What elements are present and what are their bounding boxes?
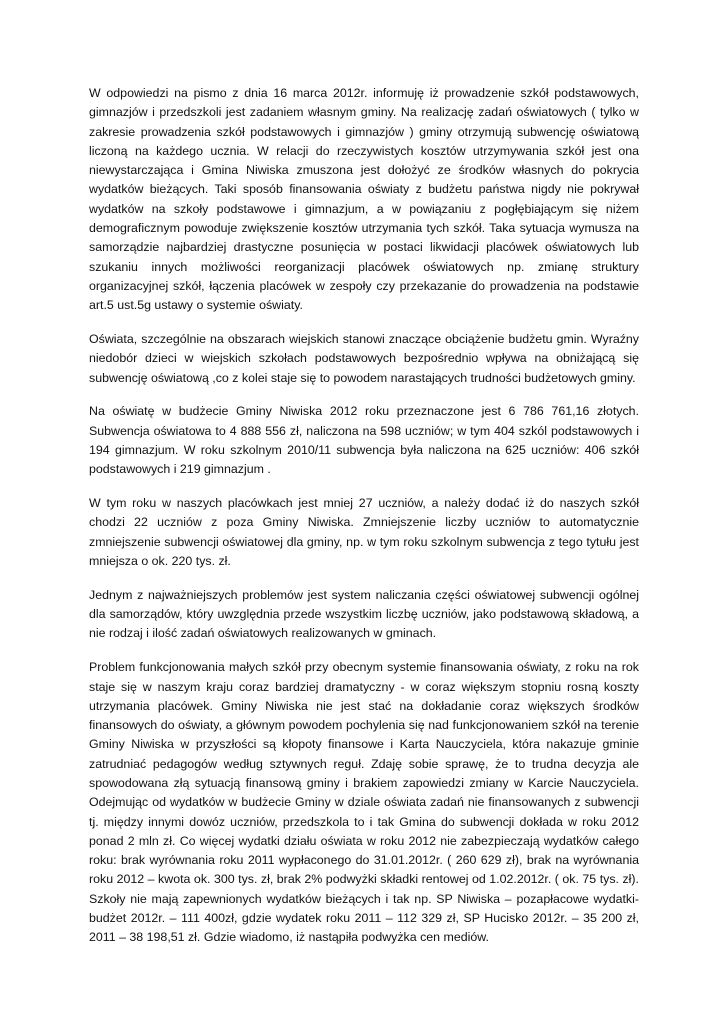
paragraph-student-decline: W tym roku w naszych placówkach jest mniej 27 uczniów, a należy dodać iż do naszych szkół chodzi 22 uczniów z poza Gminy Niwiska. Zmniejszenie liczby uczniów to automatycznie zmniejszenie subwencji oświatowej dla gminy, np. w tym roku szkolnym subwencja z tego tytułu jest mniejsza o ok. 220 tys. zł. <box>89 496 639 569</box>
paragraph-school-tasks: W odpowiedzi na pismo z dnia 16 marca 2012r. informuję iż prowadzenie szkół podstawowych, gimnazjów i przedszkoli jest zadaniem własnym gminy. Na realizację zadań oświatowych ( tylko w zakresie prowadzenia szkół podstawowych i gimnazjów ) gminy otrzymują subwencję oświatową liczoną na każdego ucznia. W relacji do rzeczywistych kosztów utrzymywania szkół jest ona niewystarczająca i Gmina Niwiska zmuszona jest dołożyć ze środków własnych do pokrycia wydatków bieżących. Taki sposób finansowania oświaty z budżetu państwa nigdy nie pokrywał wydatków na szkoły podstawowe i gimnazjum, a w powiązaniu z pogłębiającym się niżem demograficznym powoduje zwiększenie kosztów utrzymania tych szkół. Taka sytuacja wymusza na samorządzie najbardziej drastyczne posunięcia w postaci likwidacji placówek oświatowych lub szukaniu innych możliwości reorganizacji placówek oświatowych np. zmianę struktury organizacyjnej szkół, łączenia placówek w zespoły czy przekazanie do prowadzenia na podstawie art.5 ust.5g ustawy o systemie oświaty. <box>89 86 639 313</box>
paragraph-education-budget: Na oświatę w budżecie Gminy Niwiska 2012 roku przeznaczone jest 6 786 761,16 złotych. Subwencja oświatowa to 4 888 556 zł, naliczona na 598 uczniów; w tym 404 szkól podstawowych i 194 gimnazjum. W roku szkolnym 2010/11 subwencja była naliczona na 625 uczniów: 406 szkół podstawowych i 219 gimnazjum . <box>89 404 639 477</box>
document-page <box>89 84 639 962</box>
paragraph-small-schools-problem: Problem funkcjonowania małych szkół przy obecnym systemie finansowania oświaty, z roku na rok staje się w naszym kraju coraz bardziej dramatyczny - w coraz większym stopniu rosną koszty utrzymania placówek. Gminy Niwiska nie jest stać na dokładanie coraz większych środków finansowych do oświaty, a głównym powodem pochylenia się nad funkcjonowaniem szkół na terenie Gminy Niwiska w przyszłości są kłopoty finansowe i Karta Nauczyciela, która nakazuje gminie zatrudniać pedagogów według sztywnych reguł. Zdaję sobie sprawę, że to trudna decyzja ale spowodowana złą sytuacją finansową gminy i brakiem zapowiedzi zmiany w Karcie Nauczyciela. Odejmując od wydatków w budżecie Gminy w dziale oświata zadań nie finansowanych z subwencji tj. między innymi dowóz uczniów, przedszkola to i tak Gmina do subwencji dokłada w roku 2012 ponad 2 mln zł. Co więcej wydatki działu oświata w roku 2012 nie zabezpieczają wydatków całego roku: brak wyrównania roku 2011 wypłaconego do 31.01.2012r. ( 260 629 zł), brak na wyrównania roku 2012 – kwota ok. 300 tys. zł, brak 2% podwyżki składki rentowej od 1.02.2012r. ( ok. 75 tys. zł). Szkoły nie mają zapewnionych wydatków bieżących i tak np. SP Niwiska – pozapłacowe wydatki- budżet 2012r. – 111 400zł, gdzie wydatek roku 2011 – 112 329 zł, SP Hucisko 2012r. – 35 200 zł, 2011 – 38 198,51 zł. Gdzie wiadomo, iż nastąpiła podwyżka cen mediów. <box>89 660 639 945</box>
paragraph-rural-education-burden: Oświata, szczególnie na obszarach wiejskich stanowi znaczące obciążenie budżetu gmin. Wyraźny niedobór dzieci w wiejskich szkołach podstawowych bezpośrednio wpływa na obniżającą się subwencję oświatową ,co z kolei staje się to powodem narastających trudności budżetowych gminy. <box>89 332 639 385</box>
paragraph-subsidy-system: Jednym z najważniejszych problemów jest system naliczania części oświatowej subwencji ogólnej dla samorządów, który uwzględnia przede wszystkim liczbę uczniów, jako podstawową składową, a nie rodzaj i ilość zadań oświatowych realizowanych w gminach. <box>89 587 639 641</box>
